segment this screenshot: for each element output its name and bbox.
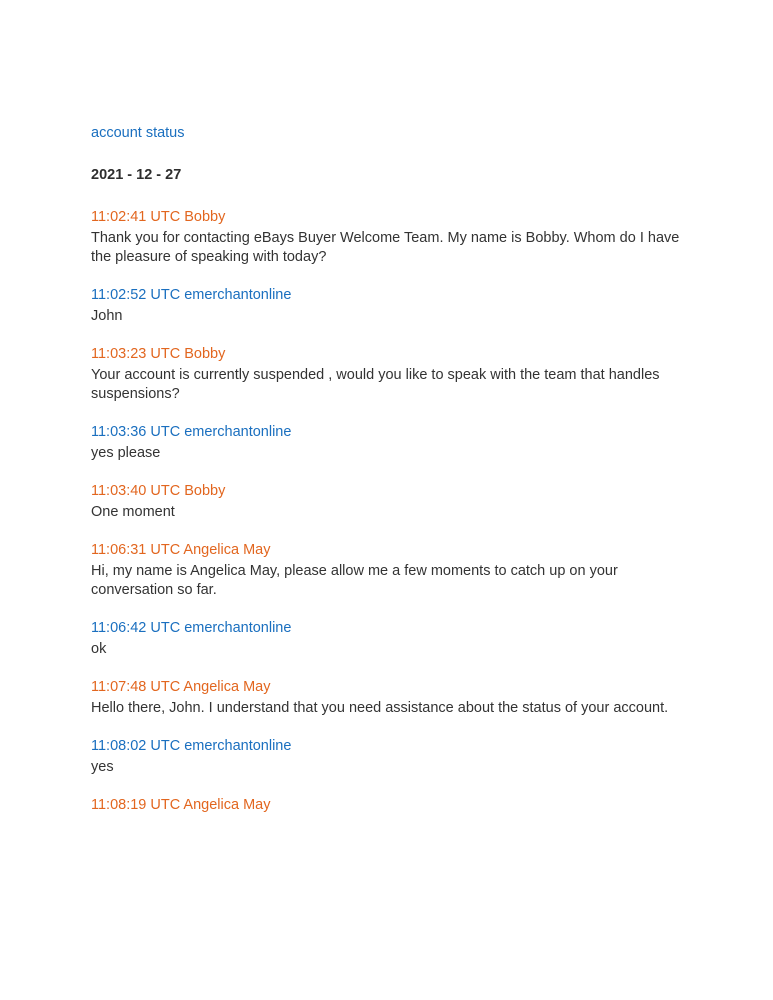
message-header: 11:03:40 UTC Bobby	[91, 483, 226, 499]
message-entry	[91, 345, 691, 404]
chat-transcript	[91, 124, 691, 834]
subject-title: account status	[91, 125, 185, 141]
message-entry	[91, 541, 691, 600]
message-header: 11:02:41 UTC Bobby	[91, 209, 226, 225]
transcript-date: 2021 - 12 - 27	[91, 167, 182, 183]
message-text: One moment	[91, 504, 175, 520]
message-text: John	[91, 308, 123, 324]
message-text: yes please	[91, 445, 161, 461]
message-list	[91, 208, 691, 815]
message-text: Hi, my name is Angelica May, please allow me a few moments to catch up on your conversation so far.	[91, 563, 618, 598]
message-text: ok	[91, 641, 107, 657]
message-header: 11:03:36 UTC emerchantonline	[91, 424, 292, 440]
message-entry	[91, 482, 691, 522]
message-header: 11:03:23 UTC Bobby	[91, 346, 226, 362]
message-text: Thank you for contacting eBays Buyer Welcome Team. My name is Bobby. Whom do I have the pleasure of speaking with today?	[91, 230, 680, 265]
message-entry	[91, 678, 691, 718]
message-entry	[91, 208, 691, 267]
message-header: 11:08:19 UTC Angelica May	[91, 797, 271, 813]
message-entry	[91, 286, 691, 326]
message-entry	[91, 423, 691, 463]
message-header: 11:07:48 UTC Angelica May	[91, 679, 271, 695]
message-entry	[91, 796, 691, 815]
message-entry	[91, 619, 691, 659]
message-text: Hello there, John. I understand that you need assistance about the status of your account.	[91, 700, 669, 716]
message-header: 11:06:42 UTC emerchantonline	[91, 620, 292, 636]
message-text: yes	[91, 759, 114, 775]
message-header: 11:08:02 UTC emerchantonline	[91, 738, 292, 754]
message-header: 11:06:31 UTC Angelica May	[91, 542, 271, 558]
message-entry	[91, 737, 691, 777]
message-header: 11:02:52 UTC emerchantonline	[91, 287, 292, 303]
message-text: Your account is currently suspended , would you like to speak with the team that handles suspensions?	[91, 367, 660, 402]
